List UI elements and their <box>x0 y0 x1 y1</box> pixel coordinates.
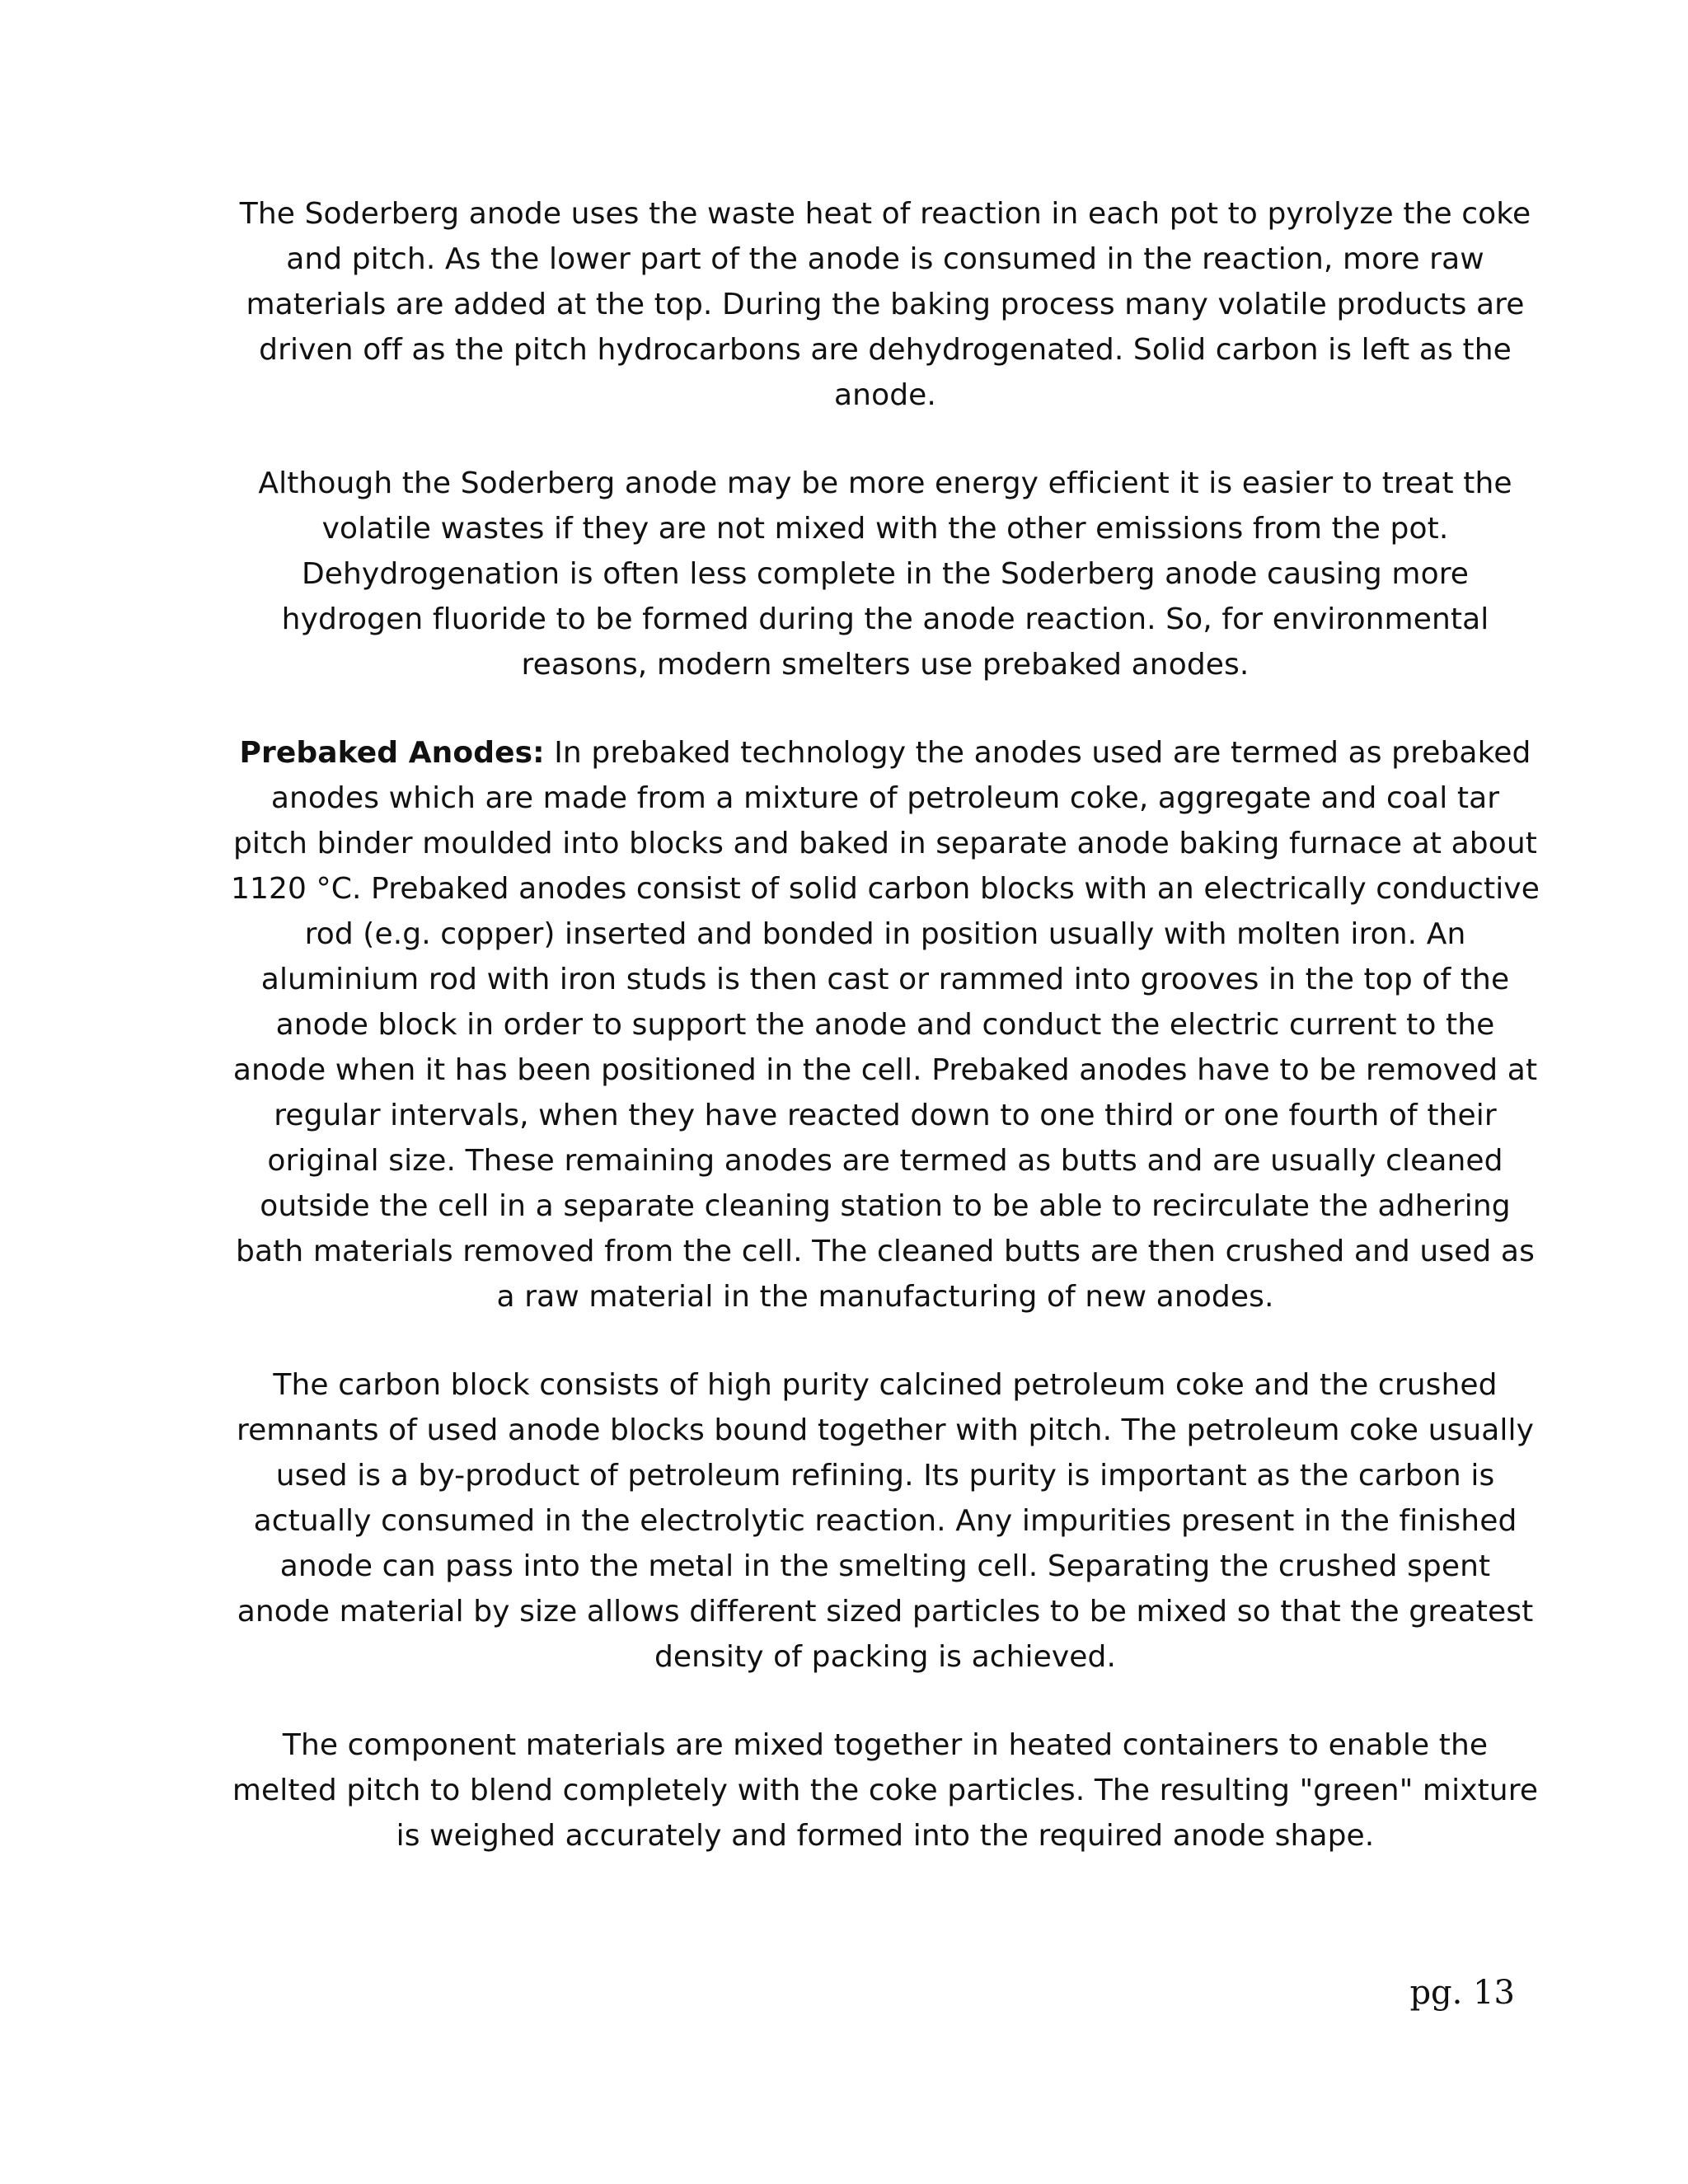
paragraph-prebaked-anodes <box>231 730 1540 1319</box>
section-lead-prebaked-anodes: Prebaked Anodes: <box>239 736 545 770</box>
paragraph-text: The Soderberg anode uses the waste heat of reaction in each pot to pyrolyze the coke and pitch. As the lower part of the anode is consumed in the reaction, more raw materials are added at the top. During the baking process many volatile products are driven off as the pitch hydrocarbons are dehydrogenated. Solid carbon is left as the anode. <box>239 197 1531 412</box>
paragraph-text: Although the Soderberg anode may be more energy efficient it is easier to treat the volatile wastes if they are not mixed with the other emissions from the pot. Dehydrogenation is often less complete in the Soderberg anode causing more hydrogen fluoride to be formed during the anode reaction. So, for environmental reasons, modern smelters use prebaked anodes. <box>258 466 1512 682</box>
paragraph-carbon-block <box>231 1362 1540 1680</box>
paragraph-soderberg-anode <box>231 191 1540 418</box>
document-body <box>231 191 1540 1858</box>
paragraph-text: The component materials are mixed together in heated containers to enable the melted pitch to blend completely with the coke particles. The resulting "green" mixture is weighed accurately and formed into the required anode shape. <box>232 1728 1539 1853</box>
paragraph-text: The carbon block consists of high purity calcined petroleum coke and the crushed remnants of used anode blocks bound together with pitch. The petroleum coke usually used is a by-product of petroleum refining. Its purity is important as the carbon is actually consumed in the electrolytic reaction. Any impurities present in the finished anode can pass into the metal in the smelting cell. Separating the crushed spent anode material by size allows different sized particles to be mixed so that the greatest density of packing is achieved. <box>236 1368 1535 1674</box>
paragraph-text: In prebaked technology the anodes used are termed as prebaked anodes which are made from a mixture of petroleum coke, aggregate and coal tar pitch binder moulded into blocks and baked in separate anode baking furnace at about 1120 °C. Prebaked anodes consist of solid carbon blocks with an electrically conductive rod (e.g. copper) inserted and bonded in position usually with molten iron. An aluminium rod with iron studs is then cast or rammed into grooves in the top of the anode block in order to support the anode and conduct the electric current to the anode when it has been positioned in the cell. Prebaked anodes have to be removed at regular intervals, when they have reacted down to one third or one fourth of their original size. These remaining anodes are termed as butts and are usually cleaned outside the cell in a separate cleaning station to be able to recirculate the adhering bath materials removed from the cell. The cleaned butts are then crushed and used as a raw material in the manufacturing of new anodes. <box>231 736 1540 1314</box>
page-number: pg. 13 <box>1409 1974 1515 2012</box>
paragraph-component-materials <box>231 1722 1540 1858</box>
paragraph-soderberg-efficiency <box>231 461 1540 687</box>
